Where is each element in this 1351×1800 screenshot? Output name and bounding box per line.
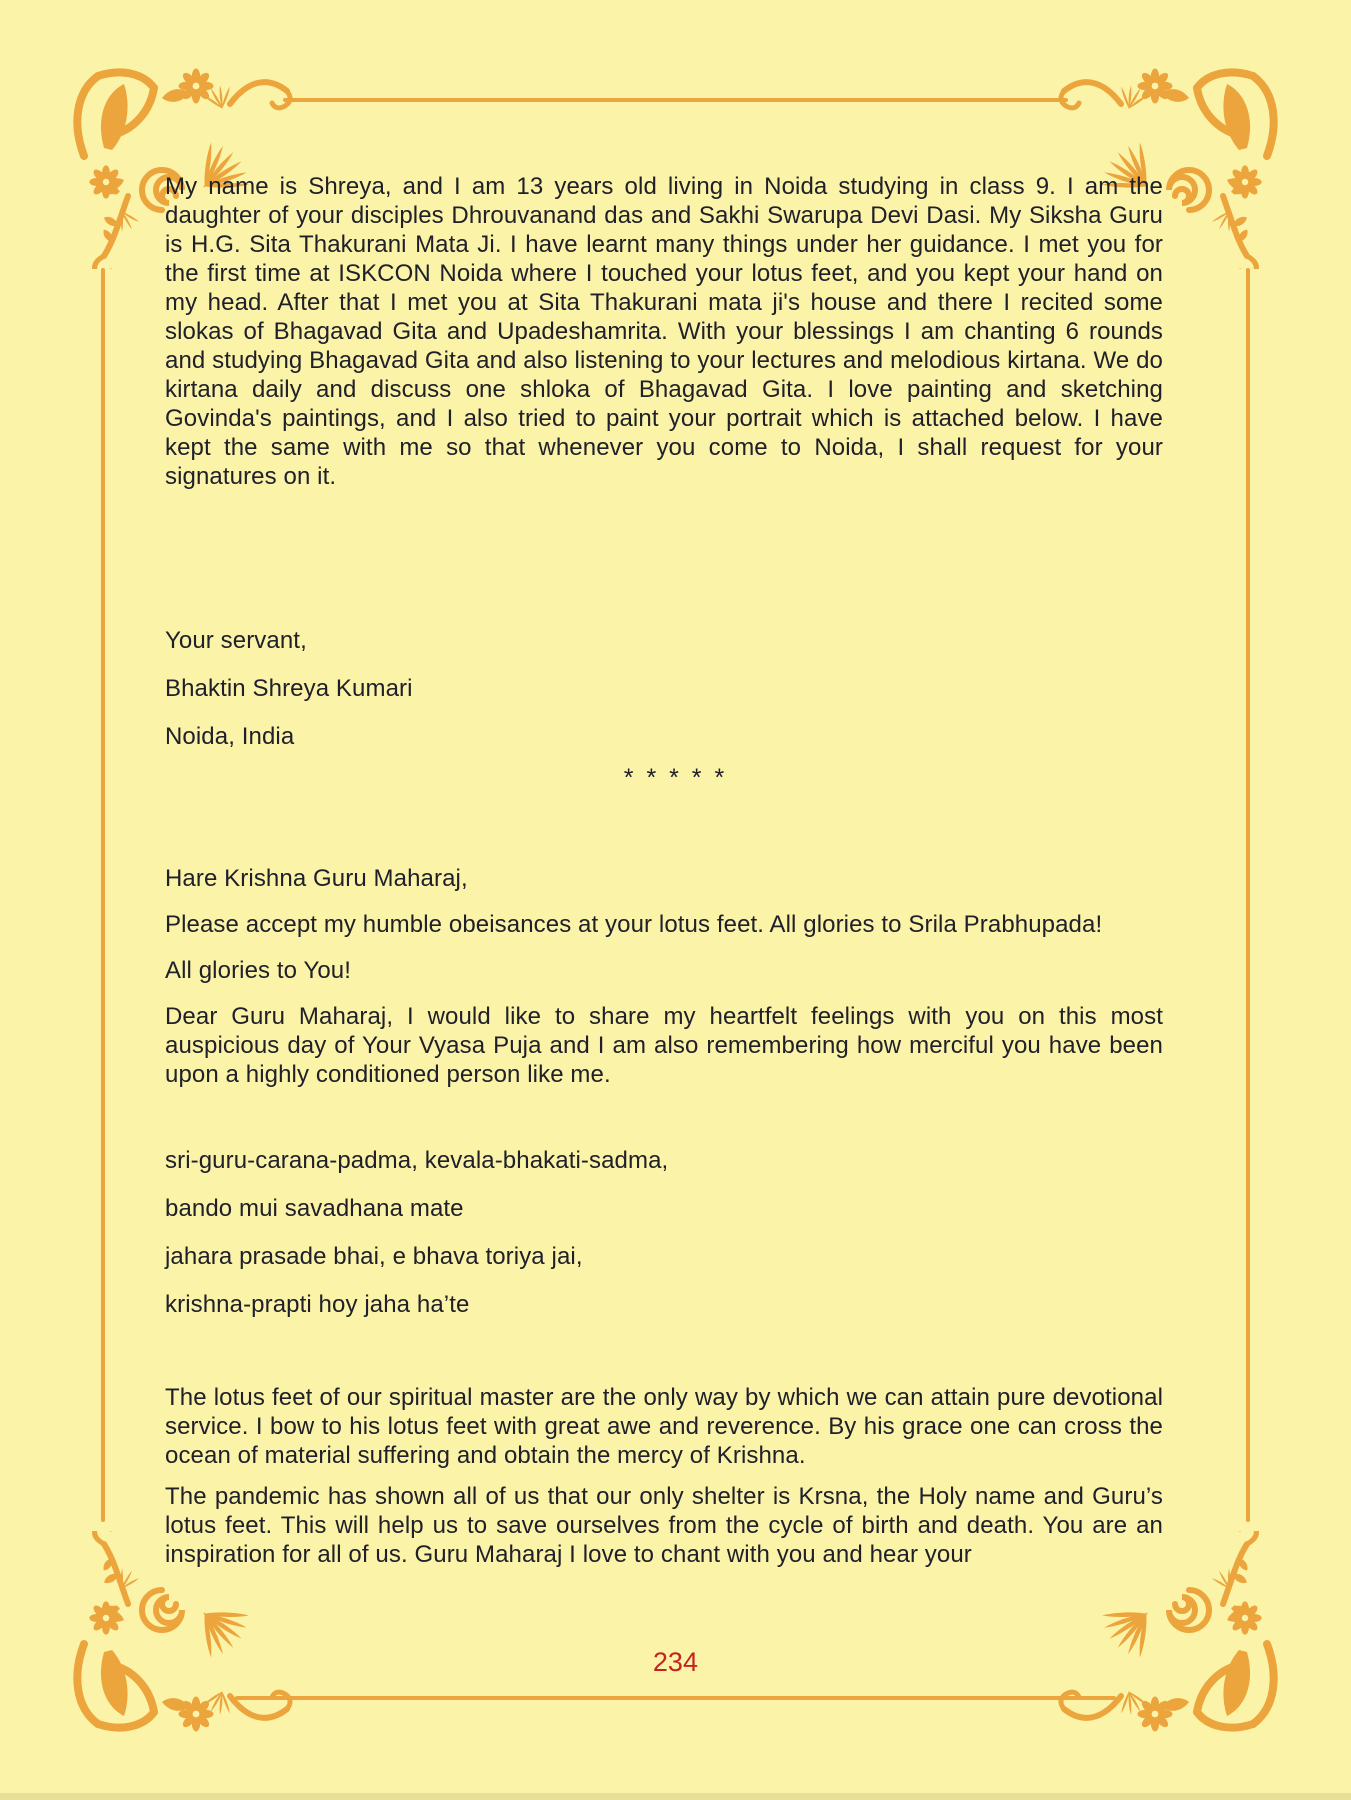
- letter2-intro-paragraph: Dear Guru Maharaj, I would like to share my heartfelt feelings with you on this most auspicious day of Your Vyasa Puja and I am also remembering how merciful you have been upon a highly conditioned person like me.: [165, 1003, 1163, 1088]
- verse-line: sri-guru-carana-padma, kevala-bhakati-sadma,: [165, 1147, 669, 1174]
- verse-line: bando mui savadhana mate: [165, 1195, 464, 1222]
- letter1-signature: Bhaktin Shreya Kumari: [165, 675, 413, 702]
- page-bottom-edge: [0, 1793, 1351, 1800]
- border-rule-left: [101, 268, 105, 1522]
- border-rule-bottom: [235, 1696, 1116, 1700]
- letter2-obeisances: Please accept my humble obeisances at your lotus feet. All glories to Srila Prabhupada!: [165, 911, 1103, 938]
- letter2-salutation: Hare Krishna Guru Maharaj,: [165, 865, 468, 892]
- border-rule-top: [283, 98, 1068, 102]
- verse-line: krishna-prapti hoy jaha ha’te: [165, 1291, 470, 1318]
- verse-line: jahara prasade bhai, e bhava toriya jai,: [165, 1243, 583, 1270]
- page-number: 234: [652, 1647, 699, 1677]
- letter2-glories: All glories to You!: [165, 957, 352, 984]
- verse-translation-paragraph: The lotus feet of our spiritual master are the only way by which we can attain pure devotional service. I bow to his lotus feet with great awe and reverence. By his grace one can cross the ocean of material suffering and obtain the mercy of Krishna.: [165, 1384, 1163, 1469]
- letter1-body-paragraph: My name is Shreya, and I am 13 years old living in Noida studying in class 9. I am the daughter of your disciples Dhrouvanand das and Sakhi Swarupa Devi Dasi. My Siksha Guru is H.G. Sita Thakurani Mata Ji. I have learnt many things under her guidance. I met you for the first time at ISKCON Noida where I touched your lotus feet, and you kept your hand on my head. After that I met you at Sita Thakurani mata ji's house and there I recited some slokas of Bhagavad Gita and Upadeshamrita. With your blessings I am chanting 6 rounds and studying Bhagavad Gita and also listening to your lectures and melodious kirtana. We do kirtana daily and discuss one shloka of Bhagavad Gita. I love painting and sketching Govinda's paintings, and I also tried to paint your portrait which is attached below. I have kept the same with me so that whenever you come to Noida, I shall request for your signatures on it.: [165, 173, 1163, 490]
- letter1-location: Noida, India: [165, 723, 295, 750]
- border-rule-right: [1246, 268, 1250, 1522]
- pandemic-paragraph: The pandemic has shown all of us that our only shelter is Krsna, the Holy name and Guru’s lotus feet. This will help us to save ourselves from the cycle of birth and death. You are an inspiration for all of us. Guru Maharaj I love to chant with you and hear your: [165, 1483, 1163, 1568]
- letter1-closing: Your servant,: [165, 627, 307, 654]
- section-separator: * * * * *: [623, 764, 728, 792]
